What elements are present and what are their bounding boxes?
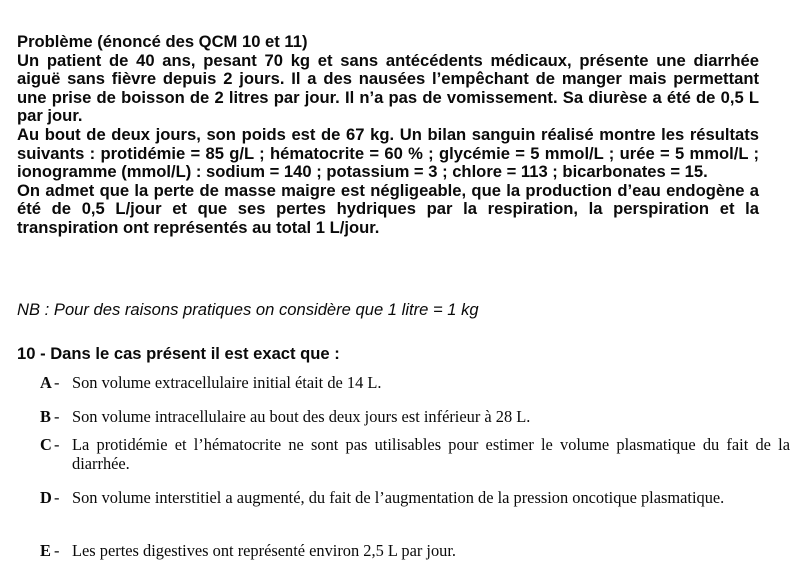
choice-letter: C <box>40 435 52 454</box>
choice-c <box>40 435 790 473</box>
choice-text: La protidémie et l’hématocrite ne sont pas utilisables pour estimer le volume plasmatique du fait de la diarrhée. <box>72 435 790 473</box>
choice-b <box>40 407 790 426</box>
choice-dash: - <box>54 435 60 454</box>
choice-text: Son volume intracellulaire au bout des deux jours est inférieur à 28 L. <box>72 407 531 426</box>
choice-dash: - <box>54 407 60 426</box>
choice-letter: E <box>40 541 51 560</box>
problem-note: NB : Pour des raisons pratiques on considère que 1 litre = 1 kg <box>17 300 479 319</box>
problem-statement <box>17 33 759 238</box>
choice-a <box>40 373 790 392</box>
question-title: 10 - Dans le cas présent il est exact que : <box>17 344 340 363</box>
problem-paragraph-2: Au bout de deux jours, son poids est de 67 kg. Un bilan sanguin réalisé montre les résultats suivants : protidémie = 85 g/L ; hématocrite = 60 % ; glycémie = 5 mmol/L ; urée = 5 mmol/L ; ionogramme (mmol/L) : sodium = 140 ; potassium = 3 ; chlore = 113 ; bicarbonates = 15. <box>17 124 759 182</box>
choice-text: Les pertes digestives ont représenté environ 2,5 L par jour. <box>72 541 457 560</box>
problem-paragraph-3: On admet que la perte de masse maigre est négligeable, que la production d’eau endogène a été de 0,5 L/jour et que ses pertes hydriques par la respiration, la perspiration et la transpiration ont représentés au total 1 L/jour. <box>17 180 759 237</box>
choice-dash: - <box>54 541 60 560</box>
choice-dash: - <box>54 488 60 507</box>
problem-title: Problème (énoncé des QCM 10 et 11) <box>17 32 308 51</box>
choice-dash: - <box>54 373 60 392</box>
choice-text: Son volume interstitiel a augmenté, du fait de l’augmentation de la pression oncotique plasmatique. <box>72 488 725 507</box>
choice-letter: A <box>40 373 52 392</box>
choice-letter: B <box>40 407 51 426</box>
choice-text: Son volume extracellulaire initial était de 14 L. <box>72 373 382 392</box>
choice-d <box>40 488 790 507</box>
problem-paragraph-1: Un patient de 40 ans, pesant 70 kg et sans antécédents médicaux, présente une diarrhée aiguë sans fièvre depuis 2 jours. Il a des nausées l’empêchant de manger mais permettant une prise de boisson de 2 litres par jour. Il n’a pas de vomissement. Sa diurèse a été de 0,5 L par jour. <box>17 50 759 126</box>
choice-e <box>40 541 790 560</box>
choice-letter: D <box>40 488 52 507</box>
